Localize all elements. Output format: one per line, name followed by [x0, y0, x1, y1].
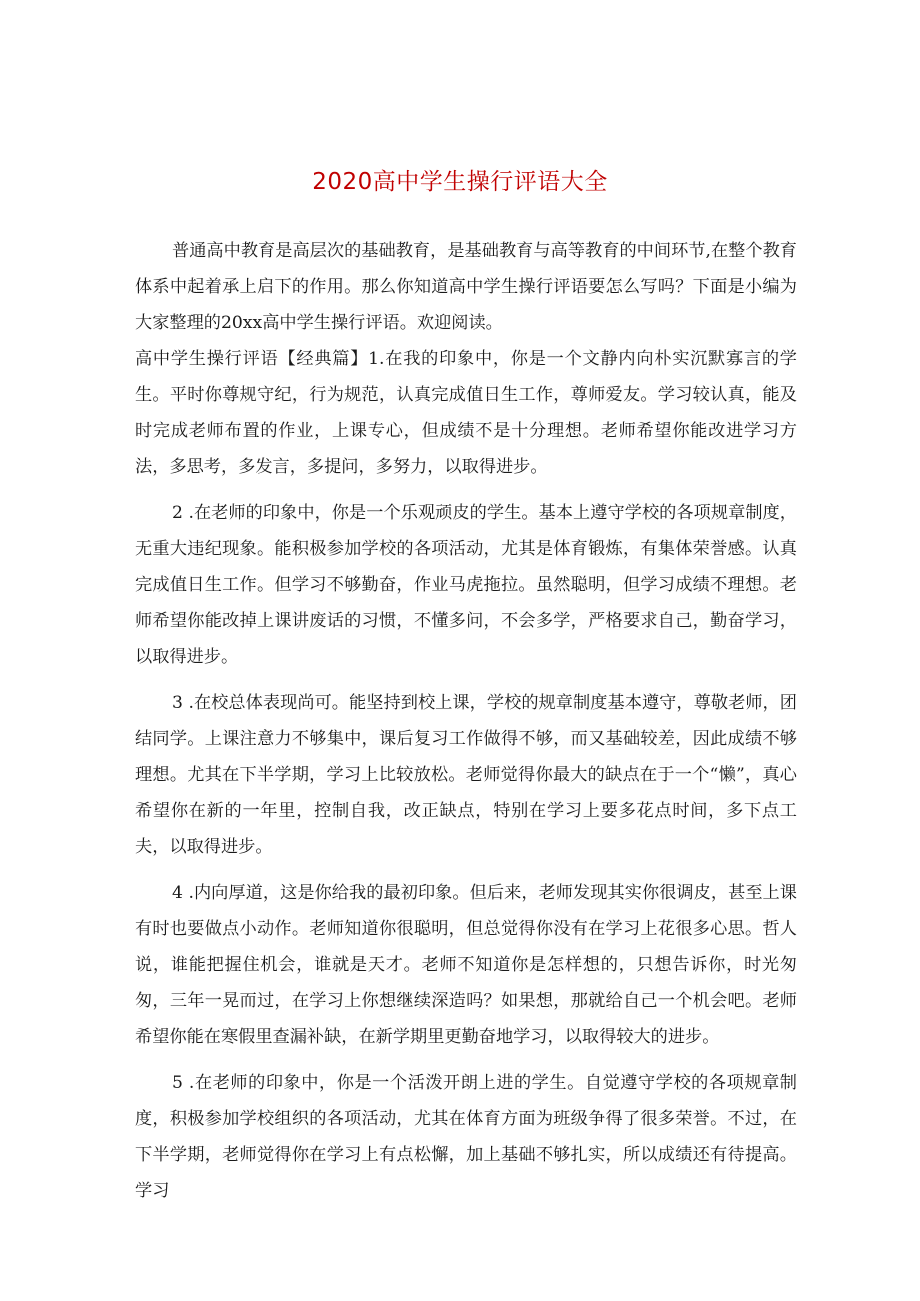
item-number: 2 . — [172, 503, 194, 523]
section-heading: 高中学生操行评语【经典篇】 — [135, 349, 369, 369]
item-number: 4 . — [172, 883, 194, 903]
intro-paragraph: 普通高中教育是高层次的基础教育，是基础教育与高等教育的中间环节,在整个教育体系中起着承上启下的作用。那么你知道高中学生操行评语要怎么写吗？下面是小编为大家整理的20xx高中学生操行评语。欢迎阅读。 — [135, 241, 797, 333]
item-text: 在校总体表现尚可。能坚持到校上课，学校的规章制度基本遵守，尊敬老师，团结同学。上课注意力不够集中，课后复习工作做得不够，而又基础较差，因此成绩不够理想。尤其在下半学期，学习上比较放松。老师觉得你最大的缺点在于一个“懒”，真心希望你在新的一年里，控制自我，改正缺点，特别在学习上要多花点时间，多下点工夫，以取得进步。 — [135, 693, 797, 857]
item-paragraph-2 — [135, 495, 797, 675]
document-title: 2020高中学生操行评语大全 — [312, 169, 608, 195]
item-text: 在我的印象中，你是一个文静内向朴实沉默寡言的学生。平时你尊规守纪，行为规范，认真完成值日生工作，尊师爱友。学习较认真，能及时完成老师布置的作业，上课专心，但成绩不是十分理想。老师希望你能改进学习方法，多思考，多发言，多提问，多努力，以取得进步。 — [135, 349, 797, 477]
item-paragraph-3 — [135, 685, 797, 865]
item-number: 3 . — [172, 693, 194, 713]
item-paragraph-5 — [135, 1065, 797, 1209]
item-text: 在老师的印象中，你是一个活泼开朗上进的学生。自觉遵守学校的各项规章制度，积极参加学校组织的各项活动，尤其在体育方面为班级争得了很多荣誉。不过，在下半学期，老师觉得你在学习上有点松懈，加上基础不够扎实，所以成绩还有待提高。学习 — [135, 1073, 797, 1201]
item-number: 1. — [368, 349, 385, 369]
item-text: 内向厚道，这是你给我的最初印象。但后来，老师发现其实你很调皮，甚至上课有时也要做点小动作。老师知道你很聪明，但总觉得你没有在学习上花很多心思。哲人说，谁能把握住机会，谁就是天才。老师不知道你是怎样想的，只想告诉你，时光匆匆，三年一晃而过，在学习上你想继续深造吗？如果想，那就给自己一个机会吧。老师希望你能在寒假里查漏补缺，在新学期里更勤奋地学习，以取得较大的进步。 — [135, 883, 797, 1047]
document-body — [135, 233, 797, 1209]
item-paragraph-4 — [135, 875, 797, 1055]
item-number: 5 . — [172, 1073, 195, 1093]
item-paragraph-1 — [135, 341, 797, 485]
item-text: 在老师的印象中，你是一个乐观顽皮的学生。基本上遵守学校的各项规章制度，无重大违纪现象。能积极参加学校的各项活动，尤其是体育锻炼，有集体荣誉感。认真完成值日生工作。但学习不够勤奋，作业马虎拖拉。虽然聪明，但学习成绩不理想。老师希望你能改掉上课讲废话的习惯，不懂多问，不会多学，严格要求自己，勤奋学习，以取得进步。 — [135, 503, 797, 667]
